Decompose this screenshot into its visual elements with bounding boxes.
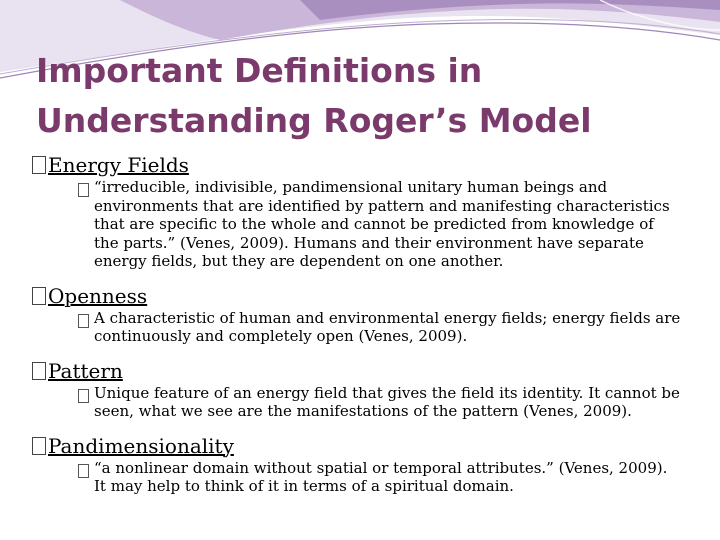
title-line-2: Understanding Roger’s Model — [36, 101, 592, 140]
bullet-box-icon — [32, 287, 46, 305]
bullet-box-icon — [32, 156, 46, 174]
section-body — [32, 384, 682, 421]
sub-bullet-box-icon — [78, 314, 89, 328]
body-text: A characteristic of human and environmental energy fields; energy fields are continuously and completely open (Venes, 2009). — [94, 308, 681, 345]
sub-bullet-box-icon — [78, 183, 89, 197]
heading-label: Openness — [48, 283, 148, 308]
section-body — [32, 178, 682, 271]
section-body — [32, 309, 682, 346]
heading-label: Pattern — [48, 358, 123, 383]
section-heading — [32, 431, 682, 461]
bullet-box-icon — [32, 437, 46, 455]
slide-content — [32, 150, 682, 500]
bullet-box-icon — [32, 362, 46, 380]
section-openness — [32, 281, 682, 346]
heading-label: Energy Fields — [48, 153, 189, 177]
section-pattern — [32, 356, 682, 421]
title-line-1: Important Definitions in — [36, 51, 483, 90]
section-body — [32, 459, 682, 496]
slide-title — [36, 46, 696, 146]
section-pandimensionality — [32, 431, 682, 496]
sub-bullet-box-icon — [78, 464, 89, 478]
sub-bullet-box-icon — [78, 389, 89, 403]
section-energy-fields — [32, 150, 682, 271]
section-heading — [32, 150, 682, 180]
body-text: Unique feature of an energy field that gives the field its identity. It cannot be seen, what we see are the manifestations of the pattern (Venes, 2009). — [94, 383, 680, 420]
section-heading — [32, 356, 682, 386]
section-heading — [32, 281, 682, 311]
heading-label: Pandimensionality — [48, 433, 234, 458]
body-text: “irreducible, indivisible, pandimensional unitary human beings and environments that are identified by pattern and manifesting characteristics that are specific to the whole and cannot be predicted from knowledge of the parts.” (Venes, 2009). Humans and their environment have separate energy fields, but they are dependent on one another. — [94, 178, 670, 270]
body-text: “a nonlinear domain without spatial or temporal attributes.” (Venes, 2009). It may help to think of it in terms of a spiritual domain. — [94, 458, 668, 495]
